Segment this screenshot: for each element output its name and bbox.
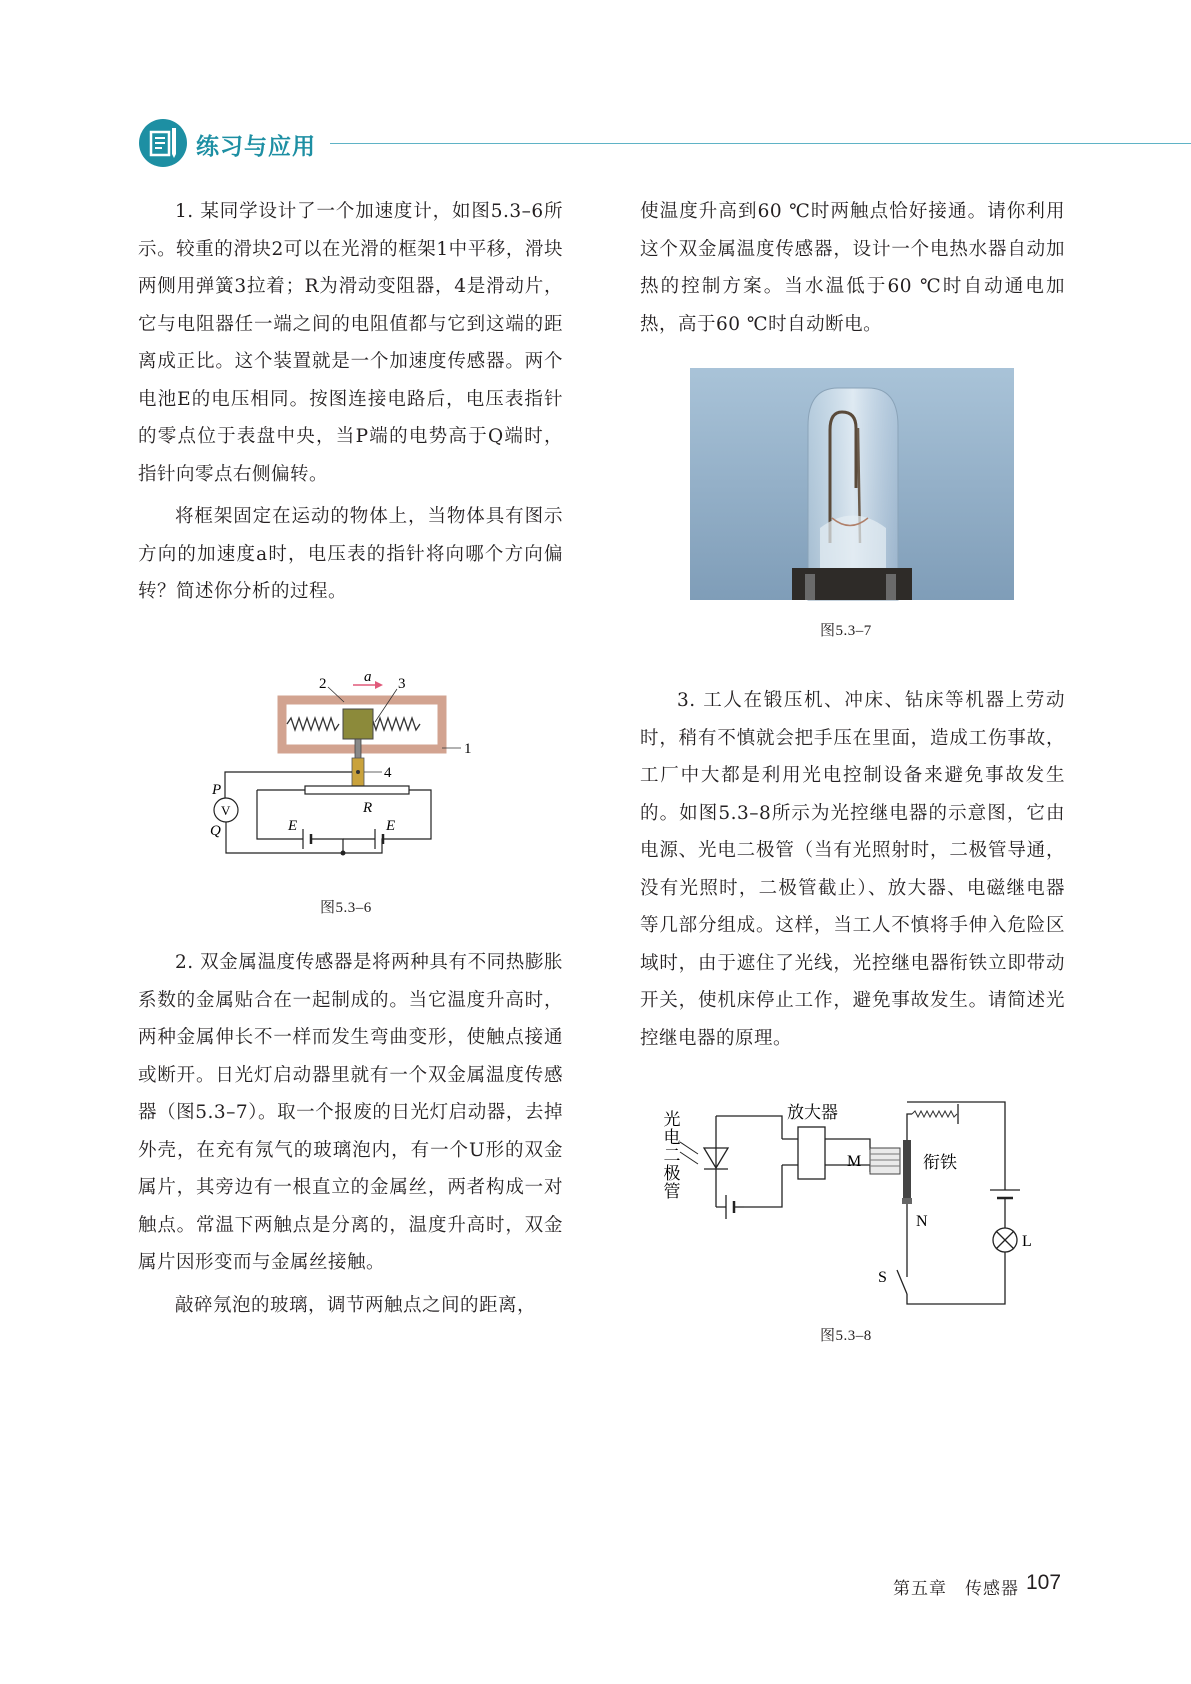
label-N: N (916, 1213, 928, 1230)
label-E-left: E (288, 818, 298, 834)
question-2-prompt-end: 使温度升高到60 ℃时两触点恰好接通。请你利用这个双金属温度传感器，设计一个电热水器自动加热的控制方案。当水温低于60 ℃时自动通电加热，高于60 ℃时自动断电。 (640, 201, 1065, 335)
right-column-bottom (640, 682, 1065, 1057)
label-E-right: E (386, 818, 396, 834)
figure-starter-bulb-photo (690, 368, 1014, 600)
label-armature: 衔铁 (923, 1153, 957, 1172)
label-a: a (364, 669, 372, 685)
left-column-bottom (138, 944, 563, 1324)
label-3: 3 (398, 676, 406, 692)
label-R: R (363, 800, 373, 816)
label-4: 4 (384, 765, 392, 781)
page-number: 107 (1026, 1571, 1062, 1594)
left-column-top (138, 193, 563, 611)
label-V: V (221, 803, 231, 818)
left-spring (287, 718, 339, 730)
label-photodiode: 光电二极管 (660, 1110, 680, 1200)
armature (903, 1140, 911, 1200)
label-M: M (847, 1153, 862, 1170)
label-Q: Q (210, 823, 221, 839)
resistor-R (305, 786, 409, 794)
question-1-text: 1. 某同学设计了一个加速度计，如图5.3–6所示。较重的滑块2可以在光滑的框架1中平移，滑块两侧用弹簧3拉着；R为滑动变阻器，4是滑动片，它与电阻器任一端之间的电阻值都与它到这端的距离成正比。这个装置就是一个加速度传感器。两个电池E的电压相同。按图连接电路后，电压表指针的零点位于表盘中央，当P端的电势高于Q端时，指针向零点右侧偏转。 (138, 201, 563, 485)
question-2-text: 2. 双金属温度传感器是将两种具有不同热膨胀系数的金属贴合在一起制成的。当它温度升高时，两种金属伸长不一样而发生弯曲变形，使触点接通或断开。日光灯启动器里就有一个双金属温度传感器（图5.3–7）。取一个报废的日光灯启动器，去掉外壳，在充有氖气的玻璃泡内，有一个U形的双金属片，其旁边有一根直立的金属丝，两者构成一对触点。常温下两触点是分离的，温度升高时，双金属片因形变而与金属丝接触。 (138, 952, 563, 1273)
label-2: 2 (319, 676, 327, 692)
figure-5-3-8-caption: 图5.3–8 (820, 1328, 872, 1344)
question-1-prompt: 将框架固定在运动的物体上，当物体具有图示方向的加速度a时，电压表的指针将向哪个方向偏转？简述你分析的过程。 (138, 506, 563, 602)
figure-5-3-7-caption: 图5.3–7 (820, 623, 872, 639)
label-P: P (212, 782, 222, 798)
question-2-prompt-start: 敲碎氖泡的玻璃，调节两触点之间的距离， (175, 1294, 537, 1316)
header-divider (330, 143, 1191, 144)
return-spring (912, 1111, 957, 1117)
right-spring (368, 718, 420, 730)
figure-5-3-6-caption: 图5.3–6 (320, 900, 372, 916)
switch-S (897, 1270, 907, 1294)
slider-block (343, 709, 373, 739)
label-1: 1 (464, 741, 472, 757)
amplifier (798, 1127, 825, 1179)
label-S: S (878, 1269, 887, 1286)
chapter-label: 第五章 传感器 (893, 1579, 1019, 1599)
figure-photo-relay-circuit (660, 1092, 1040, 1317)
label-L: L (1022, 1233, 1032, 1250)
exercise-book-icon (138, 118, 188, 168)
section-title: 练习与应用 (196, 134, 316, 160)
question-3-text: 3. 工人在锻压机、冲床、钻床等机器上劳动时，稍有不慎就会把手压在里面，造成工伤事故，工厂中大都是利用光电控制设备来避免事故发生的。如图5.3–8所示为光控继电器的示意图，它由电源、光电二极管（当有光照射时，二极管导通，没有光照时，二极管截止）、放大器、电磁继电器等几部分组成。这样，当工人不慎将手伸入危险区域时，由于遮住了光线，光控继电器衔铁立即带动开关，使机床停止工作，避免事故发生。请简述光控继电器的原理。 (640, 690, 1065, 1049)
label-amplifier: 放大器 (787, 1103, 838, 1122)
right-column-top (640, 193, 1065, 343)
figure-accelerometer-circuit (210, 669, 485, 887)
